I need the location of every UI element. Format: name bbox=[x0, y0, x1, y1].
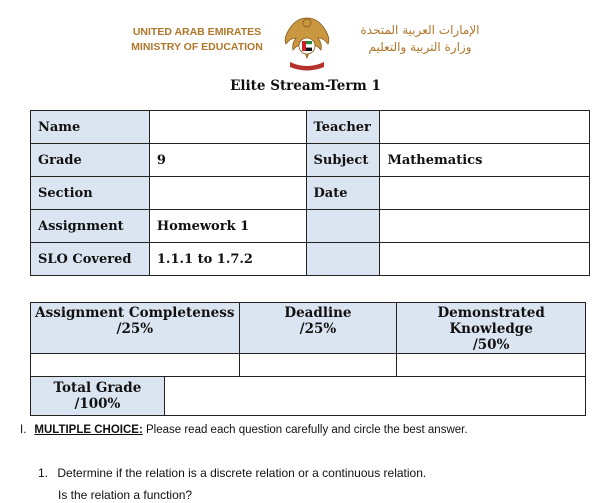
section-label: MULTIPLE CHOICE: bbox=[34, 424, 143, 436]
assignment-field[interactable]: Homework 1 bbox=[149, 210, 306, 243]
subject-field[interactable]: Mathematics bbox=[380, 144, 590, 177]
name-label: Name bbox=[31, 111, 150, 144]
empty-value-cell bbox=[380, 210, 590, 243]
total-grade-field[interactable] bbox=[164, 377, 585, 416]
section-instruction: Please read each question carefully and circle the best answer. bbox=[142, 424, 468, 436]
deadline-header bbox=[239, 303, 397, 354]
english-line-2: MINISTRY OF EDUCATION bbox=[131, 41, 263, 53]
total-title: Total Grade bbox=[53, 380, 142, 396]
arabic-line-2: وزارة التربية والتعليم bbox=[368, 40, 472, 54]
assignment-label: Assignment bbox=[31, 210, 150, 243]
question-1 bbox=[38, 466, 426, 480]
subject-label: Subject bbox=[306, 144, 380, 177]
knowledge-title: Demonstrated Knowledge bbox=[437, 305, 545, 337]
arabic-line-1: الإمارات العربية المتحدة bbox=[360, 23, 480, 37]
table-row bbox=[31, 377, 586, 416]
date-field[interactable] bbox=[380, 177, 590, 210]
empty-value-cell bbox=[380, 243, 590, 276]
uae-emblem-icon bbox=[280, 12, 334, 74]
table-row bbox=[31, 111, 590, 144]
table-row bbox=[31, 303, 586, 354]
table-row bbox=[31, 210, 590, 243]
question-text-line-1: Determine if the relation is a discrete relation or a continuous relation. bbox=[57, 466, 427, 480]
completeness-title: Assignment Completeness bbox=[35, 305, 235, 321]
grade-label: Grade bbox=[31, 144, 150, 177]
slo-field[interactable]: 1.1.1 to 1.7.2 bbox=[149, 243, 306, 276]
completeness-header bbox=[31, 303, 240, 354]
knowledge-weight: /50% bbox=[472, 337, 510, 353]
completeness-weight: /25% bbox=[116, 321, 154, 337]
name-field[interactable] bbox=[149, 111, 306, 144]
table-row bbox=[31, 144, 590, 177]
slo-label: SLO Covered bbox=[31, 243, 150, 276]
english-line-1: UNITED ARAB EMIRATES bbox=[132, 26, 262, 38]
section-numeral: I. bbox=[20, 424, 27, 436]
page-title: Elite Stream-Term 1 bbox=[230, 78, 381, 94]
student-info-table bbox=[30, 110, 590, 276]
teacher-field[interactable] bbox=[380, 111, 590, 144]
empty-label-cell bbox=[306, 210, 380, 243]
total-weight: /100% bbox=[74, 396, 121, 412]
ministry-name-english bbox=[122, 25, 272, 55]
table-row bbox=[31, 243, 590, 276]
total-grade-header bbox=[31, 377, 165, 416]
section-label: Section bbox=[31, 177, 150, 210]
teacher-label: Teacher bbox=[306, 111, 380, 144]
date-label: Date bbox=[306, 177, 380, 210]
section-heading bbox=[20, 424, 468, 436]
question-1-line-2: Is the relation a function? bbox=[58, 488, 193, 502]
knowledge-header bbox=[397, 303, 586, 354]
table-row bbox=[31, 177, 590, 210]
deadline-weight: /25% bbox=[299, 321, 337, 337]
question-number: 1. bbox=[38, 466, 49, 480]
ministry-name-arabic bbox=[340, 22, 500, 56]
grade-field[interactable]: 9 bbox=[149, 144, 306, 177]
section-field[interactable] bbox=[149, 177, 306, 210]
deadline-title: Deadline bbox=[284, 305, 352, 321]
empty-label-cell bbox=[306, 243, 380, 276]
total-grade-table bbox=[30, 376, 586, 416]
